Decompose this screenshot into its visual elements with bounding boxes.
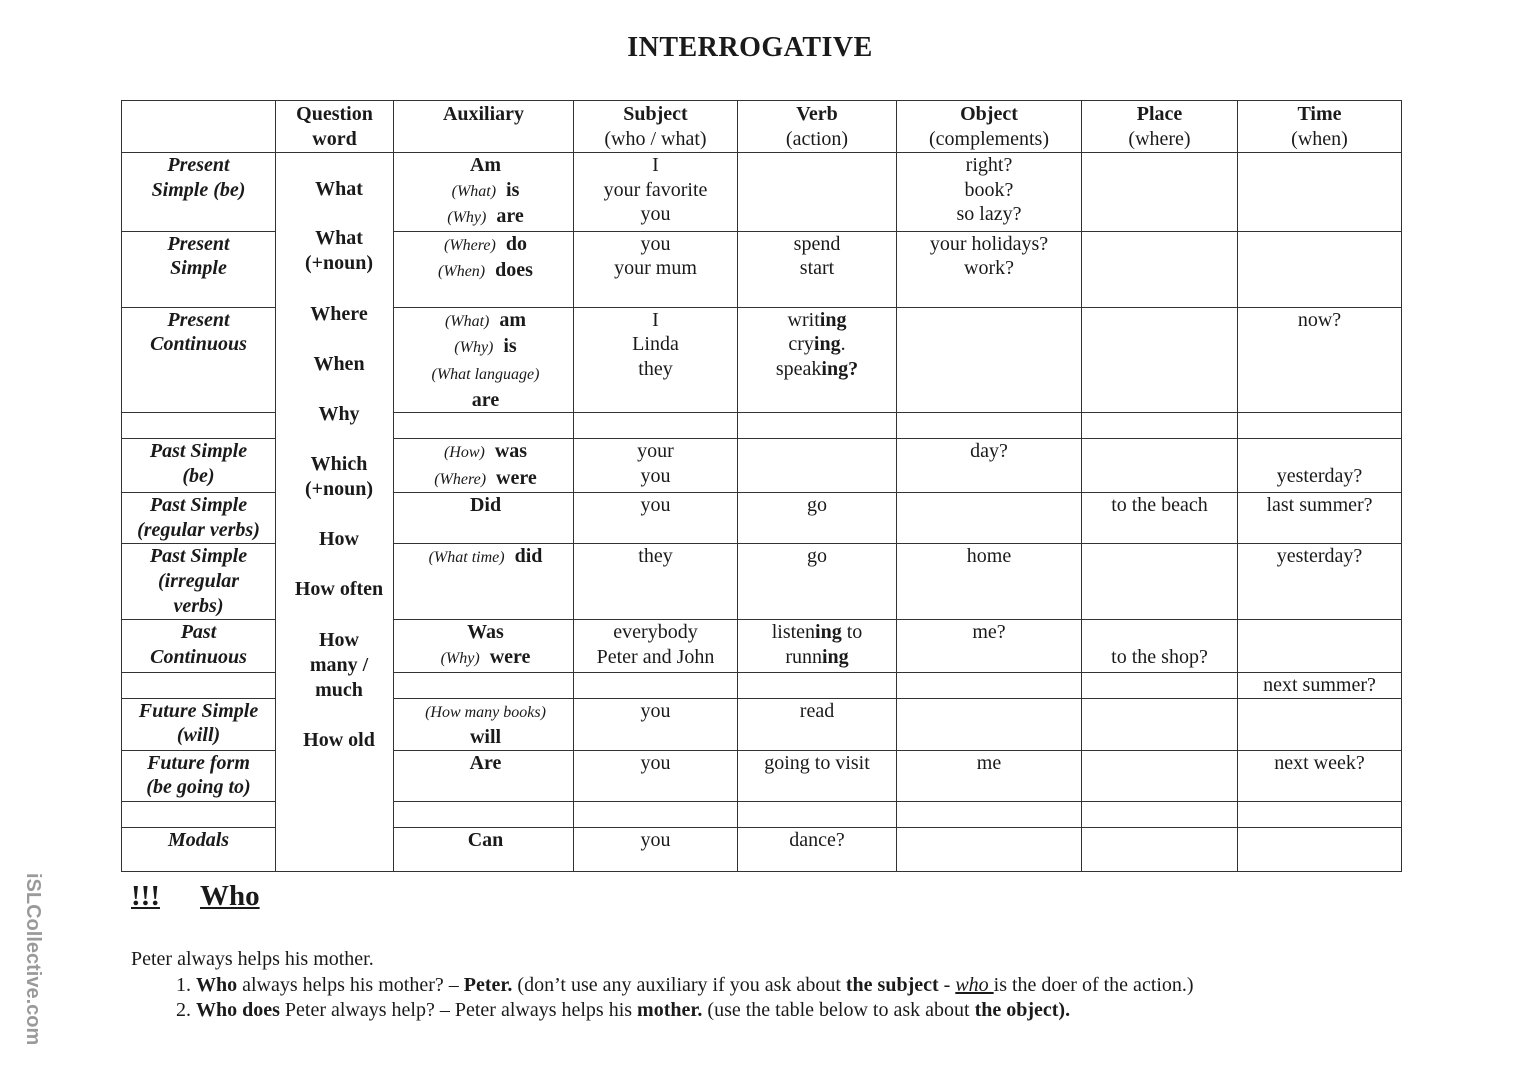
subject-cell <box>574 439 738 493</box>
verb-line: going to visit <box>764 751 870 774</box>
verb-cell <box>738 827 897 871</box>
place-cell <box>1082 307 1238 412</box>
cell-line: Past Simple <box>149 545 248 568</box>
auxiliary-verb: Was <box>467 621 504 644</box>
cell-line: Simple (be) <box>151 178 246 201</box>
cell-line: right? <box>965 154 1013 176</box>
verb-line <box>742 357 892 382</box>
verb-cell <box>738 750 897 801</box>
cell-line: I <box>652 154 659 176</box>
auxiliary-line <box>402 699 569 726</box>
verb-cell <box>738 698 897 750</box>
verb-cell <box>738 493 897 544</box>
auxiliary-verb: are <box>486 205 524 228</box>
who-question-item <box>196 973 1194 998</box>
auxiliary-verb: am <box>489 308 527 331</box>
auxiliary-line <box>402 725 569 750</box>
auxiliary-line <box>402 645 569 672</box>
object-cell <box>897 307 1082 412</box>
header-place: Place (where) <box>1082 101 1238 153</box>
auxiliary-cell <box>394 672 574 698</box>
cell-line: Future Simple <box>138 699 259 722</box>
cell-line: I <box>652 308 659 331</box>
cell-line <box>1242 439 1397 464</box>
cell-line: you <box>640 203 671 226</box>
text-segment: - <box>938 974 956 996</box>
verb-part: ing <box>821 645 849 668</box>
tense-cell <box>122 413 276 439</box>
verb-cell <box>738 413 897 439</box>
emphasis-segment: who <box>955 974 994 996</box>
question-word-list <box>280 153 389 753</box>
subject-cell <box>574 413 738 439</box>
question-word: many / <box>309 654 369 676</box>
place-cell <box>1082 439 1238 493</box>
place-cell <box>1082 801 1238 827</box>
cell-line: yesterday? <box>1276 545 1363 568</box>
watermark-text: iSLCollective.com <box>22 873 44 1046</box>
subject-cell <box>574 750 738 801</box>
auxiliary-cell <box>394 493 574 544</box>
auxiliary-cell <box>394 750 574 801</box>
cell-line: they <box>638 545 673 568</box>
header-auxiliary: Auxiliary <box>394 101 574 153</box>
cell-line: me? <box>972 621 1006 644</box>
auxiliary-line <box>402 388 569 413</box>
object-cell <box>897 672 1082 698</box>
subject-cell <box>574 153 738 232</box>
cell-line: Past <box>180 621 217 644</box>
cell-line: Present <box>167 308 230 331</box>
cell-line: work? <box>964 257 1014 280</box>
cell-line: yesterday? <box>1276 464 1363 487</box>
auxiliary-line <box>402 439 569 466</box>
subject-cell <box>574 493 738 544</box>
question-word: Which <box>310 453 368 475</box>
cell-line: Simple <box>170 257 227 280</box>
object-cell <box>897 439 1082 493</box>
time-cell <box>1238 750 1402 801</box>
question-word: (+noun) <box>304 478 374 500</box>
cell-line: you <box>640 232 671 255</box>
place-cell <box>1082 672 1238 698</box>
example-sentence: Peter always helps his mother. <box>131 948 374 970</box>
cell-line: Present <box>167 232 230 255</box>
auxiliary-verb: are <box>471 388 500 411</box>
question-word: How <box>319 629 359 651</box>
auxiliary-cell <box>394 544 574 620</box>
cell-line: Peter and John <box>596 645 715 668</box>
question-word-hint: (Why) <box>440 649 480 667</box>
bold-segment: Peter. <box>463 974 513 996</box>
time-cell <box>1238 620 1402 672</box>
question-word-hint: (Where) <box>444 236 496 254</box>
cell-line: Continuous <box>150 645 247 668</box>
cell-line: they <box>638 357 673 380</box>
auxiliary-verb: do <box>495 232 527 255</box>
who-heading: Who <box>199 880 260 912</box>
cell-line <box>1086 620 1233 645</box>
auxiliary-verb: Are <box>469 751 502 774</box>
cell-line: everybody <box>613 621 698 644</box>
auxiliary-cell <box>394 307 574 412</box>
tense-cell <box>122 750 276 801</box>
bold-segment: the subject <box>845 974 939 996</box>
verb-line <box>742 645 892 670</box>
question-word: When <box>313 353 365 375</box>
cell-line: (be going to) <box>146 776 251 799</box>
cell-line: your mum <box>614 257 697 280</box>
time-cell <box>1238 672 1402 698</box>
object-cell <box>897 153 1082 232</box>
header-time: Time (when) <box>1238 101 1402 153</box>
cell-line: (be) <box>182 464 215 487</box>
object-cell <box>897 750 1082 801</box>
auxiliary-line <box>402 466 569 493</box>
time-cell <box>1238 493 1402 544</box>
cell-line: you <box>640 699 671 722</box>
auxiliary-cell <box>394 439 574 493</box>
question-word-hint: (Where) <box>434 470 487 488</box>
cell-line: Past Simple <box>149 494 248 517</box>
auxiliary-verb: Did <box>469 494 502 517</box>
verb-part: runn <box>785 645 822 668</box>
verb-line: read <box>799 699 835 722</box>
subject-cell <box>574 231 738 307</box>
time-cell <box>1238 153 1402 232</box>
tense-cell <box>122 493 276 544</box>
tense-cell <box>122 307 276 412</box>
cell-line: your holidays? <box>929 232 1049 255</box>
place-cell <box>1082 544 1238 620</box>
header-question-word: Question word <box>276 101 394 153</box>
object-cell <box>897 493 1082 544</box>
place-cell <box>1082 493 1238 544</box>
cell-line: Linda <box>632 333 679 356</box>
tense-cell <box>122 672 276 698</box>
tense-cell <box>122 801 276 827</box>
question-word: Where <box>310 303 368 325</box>
object-cell <box>897 231 1082 307</box>
auxiliary-cell <box>394 698 574 750</box>
tense-cell <box>122 153 276 232</box>
cell-line: to the beach <box>1111 494 1208 517</box>
verb-part: speak <box>775 357 822 380</box>
question-word: much <box>315 679 363 701</box>
cell-line: (regular verbs) <box>137 518 260 541</box>
tense-cell <box>122 439 276 493</box>
auxiliary-line <box>402 334 569 361</box>
verb-line <box>742 332 892 357</box>
cell-line: now? <box>1297 308 1342 331</box>
cell-line: Continuous <box>150 333 247 356</box>
time-cell <box>1238 827 1402 871</box>
who-question-item <box>196 998 1194 1023</box>
cell-line: you <box>640 494 671 517</box>
place-cell <box>1082 827 1238 871</box>
subject-cell <box>574 698 738 750</box>
subject-cell <box>574 672 738 698</box>
text-segment: (use the table below to ask about <box>702 999 975 1021</box>
auxiliary-verb: were <box>479 645 531 668</box>
question-word: Why <box>318 403 360 425</box>
auxiliary-line <box>402 178 569 205</box>
who-questions-list <box>160 973 1194 1023</box>
header-object: Object (complements) <box>897 101 1082 153</box>
verb-cell <box>738 544 897 620</box>
question-word-hint: (Why) <box>447 209 487 227</box>
auxiliary-verb: is <box>493 335 517 358</box>
cell-line: Future form <box>147 751 250 774</box>
question-word: (+noun) <box>304 252 374 274</box>
tense-cell <box>122 620 276 672</box>
verb-part: cry <box>788 333 814 356</box>
verb-line <box>742 308 892 333</box>
object-cell <box>897 544 1082 620</box>
verb-cell <box>738 620 897 672</box>
cell-line: to the shop? <box>1111 645 1208 668</box>
auxiliary-cell <box>394 231 574 307</box>
time-cell <box>1238 439 1402 493</box>
auxiliary-verb: will <box>469 726 502 749</box>
subject-cell <box>574 801 738 827</box>
question-word-hint: (What language) <box>431 365 540 383</box>
bold-segment: Who does <box>196 999 280 1021</box>
auxiliary-verb: is <box>496 178 520 201</box>
subject-cell <box>574 307 738 412</box>
cell-line: day? <box>970 440 1008 463</box>
cell-line: Modals <box>167 828 230 851</box>
time-cell <box>1238 544 1402 620</box>
cell-line: your favorite <box>603 178 708 201</box>
verb-line: dance? <box>789 828 845 851</box>
place-cell <box>1082 620 1238 672</box>
text-segment: always helps his mother? – <box>237 974 464 996</box>
question-word: How old <box>303 729 375 751</box>
auxiliary-verb: Can <box>467 828 504 851</box>
verb-part: ing? <box>821 357 859 380</box>
place-cell <box>1082 698 1238 750</box>
subject-cell <box>574 827 738 871</box>
subject-cell <box>574 620 738 672</box>
auxiliary-line <box>402 258 569 285</box>
verb-part: ing <box>819 308 847 331</box>
question-word: How <box>319 528 359 550</box>
place-cell <box>1082 231 1238 307</box>
question-word-hint: (How) <box>443 444 485 462</box>
question-word-hint: (When) <box>438 263 486 281</box>
verb-part: ing <box>815 621 842 644</box>
verb-cell <box>738 672 897 698</box>
verb-line: spend <box>793 232 841 255</box>
cell-line: next summer? <box>1263 673 1376 696</box>
verb-cell <box>738 439 897 493</box>
place-cell <box>1082 153 1238 232</box>
cell-line: you <box>640 828 671 851</box>
tense-cell <box>122 544 276 620</box>
verb-part: ing <box>813 333 841 356</box>
verb-line: go <box>807 545 827 568</box>
auxiliary-verb: Am <box>469 154 502 176</box>
verb-part: . <box>840 333 846 356</box>
cell-line: Present <box>167 154 230 176</box>
bold-segment: mother. <box>637 999 703 1021</box>
table-row <box>122 153 1402 232</box>
text-segment: Peter always help? – Peter always helps his <box>279 999 638 1021</box>
auxiliary-verb: was <box>484 440 528 463</box>
auxiliary-line <box>402 204 569 231</box>
verb-line: go <box>807 494 827 517</box>
header-subject: Subject (who / what) <box>574 101 738 153</box>
question-word-column <box>276 153 394 872</box>
auxiliary-cell <box>394 153 574 232</box>
header-tense <box>122 101 276 153</box>
object-cell <box>897 698 1082 750</box>
bold-segment: Who <box>196 974 238 996</box>
auxiliary-line <box>402 544 569 571</box>
time-cell <box>1238 698 1402 750</box>
auxiliary-line <box>402 232 569 259</box>
watermark <box>22 873 52 1063</box>
subject-cell <box>574 544 738 620</box>
time-cell <box>1238 801 1402 827</box>
tense-cell <box>122 698 276 750</box>
header-verb: Verb (action) <box>738 101 897 153</box>
text-segment: (don’t use any auxiliary if you ask about <box>512 974 846 996</box>
cell-line: home <box>966 545 1012 568</box>
text-segment: is the doer of the action.) <box>993 974 1194 996</box>
cell-line: me <box>976 751 1002 774</box>
auxiliary-verb: did <box>504 545 543 568</box>
object-cell <box>897 413 1082 439</box>
auxiliary-cell <box>394 801 574 827</box>
auxiliary-line <box>402 361 569 388</box>
cell-line: you <box>640 751 671 774</box>
cell-line: (irregular <box>157 569 240 592</box>
page-title: INTERROGATIVE <box>627 32 873 63</box>
cell-line: verbs) <box>173 594 224 617</box>
cell-line: Past Simple <box>149 440 248 463</box>
time-cell <box>1238 413 1402 439</box>
question-word-hint: (What) <box>444 312 490 330</box>
auxiliary-cell <box>394 620 574 672</box>
question-word: What <box>315 227 363 249</box>
auxiliary-verb: does <box>485 259 533 282</box>
verb-cell <box>738 801 897 827</box>
object-cell <box>897 620 1082 672</box>
verb-part: writ <box>787 308 820 331</box>
exclamation-marks: !!! <box>131 880 160 912</box>
verb-cell <box>738 307 897 412</box>
interrogative-table <box>121 100 1402 872</box>
cell-line: (will) <box>176 724 221 747</box>
time-cell <box>1238 307 1402 412</box>
question-word: What <box>315 178 363 200</box>
cell-line: next week? <box>1274 751 1365 774</box>
cell-line: last summer? <box>1266 494 1373 517</box>
verb-cell <box>738 231 897 307</box>
object-cell <box>897 801 1082 827</box>
who-section-heading <box>131 880 300 913</box>
tense-cell <box>122 827 276 871</box>
verb-cell <box>738 153 897 232</box>
auxiliary-cell <box>394 827 574 871</box>
question-word-hint: (How many books) <box>425 703 546 721</box>
cell-line: book? <box>964 178 1014 201</box>
verb-line <box>742 620 892 645</box>
tense-cell <box>122 231 276 307</box>
auxiliary-line <box>402 308 569 335</box>
place-cell <box>1082 750 1238 801</box>
object-cell <box>897 827 1082 871</box>
header-row <box>122 101 1402 153</box>
question-word-hint: (Why) <box>454 339 494 357</box>
auxiliary-cell <box>394 413 574 439</box>
verb-line: start <box>799 257 835 280</box>
time-cell <box>1238 231 1402 307</box>
verb-part: to <box>841 621 863 644</box>
cell-line: your <box>637 440 674 463</box>
question-word: How often <box>294 578 384 600</box>
verb-part: listen <box>771 621 816 644</box>
question-word-hint: (What time) <box>428 549 505 567</box>
cell-line: you <box>640 464 671 487</box>
place-cell <box>1082 413 1238 439</box>
cell-line: so lazy? <box>956 203 1022 226</box>
auxiliary-verb: were <box>486 466 537 489</box>
bold-segment: the object). <box>974 999 1071 1021</box>
question-word-hint: (What) <box>451 182 497 200</box>
